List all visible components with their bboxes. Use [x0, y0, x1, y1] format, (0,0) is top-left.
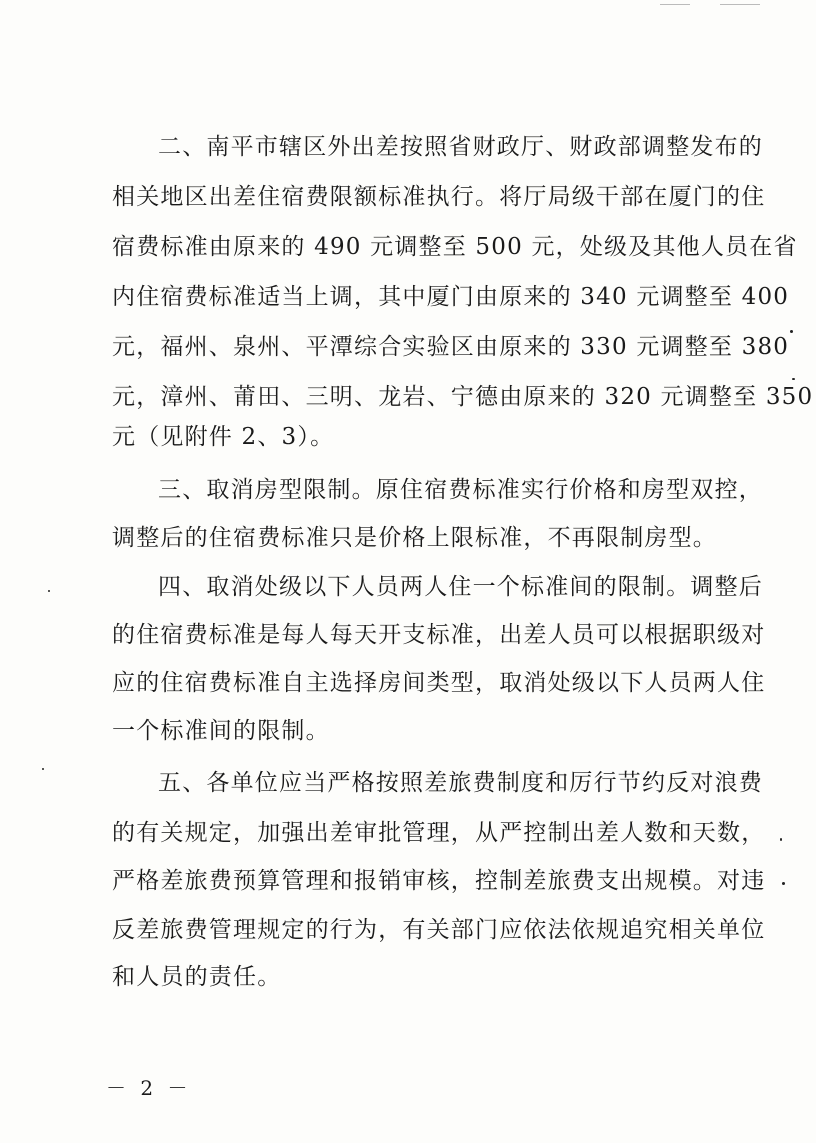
scan-speck	[660, 4, 690, 5]
paragraph-5-line-2: 的有关规定，加强出差审批管理，从严控制出差人数和天数，	[112, 820, 766, 846]
paragraph-2-line-6: 元，漳州、莆田、三明、龙岩、宁德由原来的 320 元调整至 350	[112, 384, 814, 410]
paragraph-4-line-2: 的住宿费标准是每人每天开支标准，出差人员可以根据职级对	[112, 622, 766, 648]
scan-speck	[48, 590, 50, 592]
paragraph-4-line-4: 一个标准间的限制。	[112, 718, 330, 744]
paragraph-2-line-5: 元，福州、泉州、平潭综合实验区由原来的 330 元调整至 380	[112, 334, 790, 360]
paragraph-3-line-1: 三、取消房型限制。原住宿费标准实行价格和房型双控，	[158, 477, 763, 503]
scan-speck	[780, 838, 782, 841]
paragraph-2-line-7: 元（见附件 2、3）。	[112, 424, 335, 450]
scan-speck	[790, 330, 793, 333]
paragraph-2-line-4: 内住宿费标准适当上调，其中厦门由原来的 340 元调整至 400	[112, 284, 790, 310]
scan-speck	[42, 768, 44, 770]
paragraph-2-line-1: 二、南平市辖区外出差按照省财政厅、财政部调整发布的	[158, 134, 763, 160]
page-number: － 2 －	[106, 1076, 192, 1100]
paragraph-4-line-3: 应的住宿费标准自主选择房间类型，取消处级以下人员两人住	[112, 670, 766, 696]
paragraph-5-line-3: 严格差旅费预算管理和报销审核，控制差旅费支出规模。对违	[112, 868, 766, 894]
paragraph-2-line-2: 相关地区出差住宿费限额标准执行。将厅局级干部在厦门的住	[112, 184, 766, 210]
paragraph-3-line-2: 调整后的住宿费标准只是价格上限标准，不再限制房型。	[112, 525, 717, 551]
scan-speck	[720, 4, 760, 5]
paragraph-5-line-1: 五、各单位应当严格按照差旅费制度和厉行节约反对浪费	[158, 770, 763, 796]
paragraph-4-line-1: 四、取消处级以下人员两人住一个标准间的限制。调整后	[158, 574, 763, 600]
scan-speck	[792, 378, 795, 380]
paragraph-5-line-4: 反差旅费管理规定的行为，有关部门应依法依规追究相关单位	[112, 917, 766, 943]
paragraph-2-line-3: 宿费标准由原来的 490 元调整至 500 元，处级及其他人员在省	[112, 234, 798, 260]
scan-speck	[782, 882, 785, 885]
paragraph-5-line-5: 和人员的责任。	[112, 964, 282, 990]
